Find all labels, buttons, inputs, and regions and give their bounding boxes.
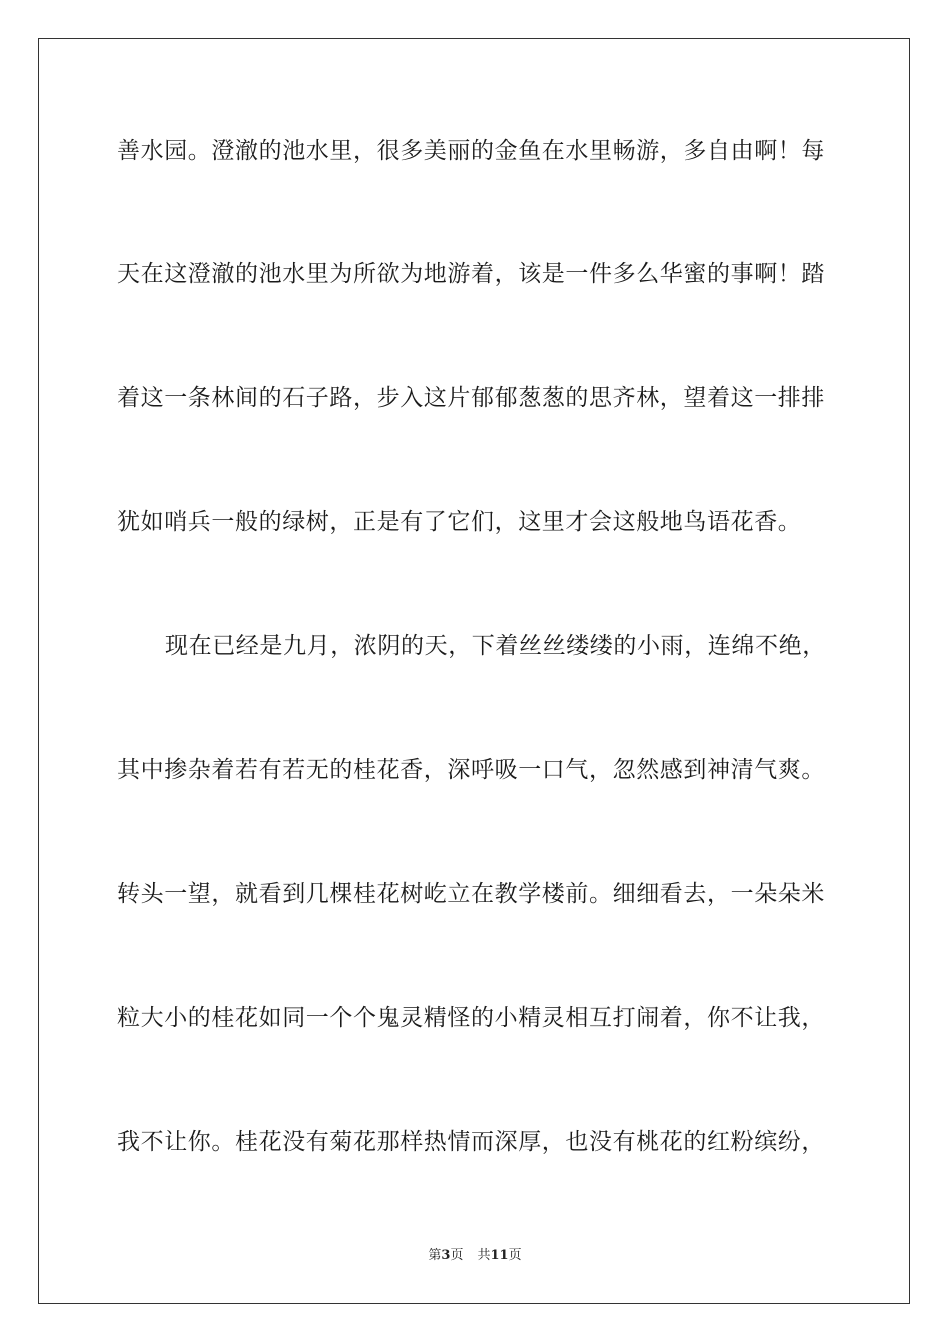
footer-total-pages: 11 <box>490 1248 509 1263</box>
page-footer <box>0 1248 950 1264</box>
page-border <box>38 38 910 1304</box>
text-line: 犹如哨兵一般的绿树，正是有了它们，这里才会这般地鸟语花香。 <box>117 509 802 535</box>
paragraph-first-line: 现在已经是九月，浓阴的天，下着丝丝缕缕的小雨，连绵不绝， <box>165 633 826 659</box>
text-line: 粒大小的桂花如同一个个鬼灵精怪的小精灵相互打闹着，你不让我， <box>117 1005 825 1031</box>
text-line: 天在这澄澈的池水里为所欲为地游着，该是一件多么华蜜的事啊！踏 <box>117 261 825 287</box>
text-line: 善水园。澄澈的池水里，很多美丽的金鱼在水里畅游，多自由啊！每 <box>117 138 825 164</box>
text-line: 着这一条林间的石子路，步入这片郁郁葱葱的思齐林，望着这一排排 <box>117 385 825 411</box>
footer-page-number: 3 <box>441 1248 451 1263</box>
text-line: 我不让你。桂花没有菊花那样热情而深厚，也没有桃花的红粉缤纷， <box>117 1129 825 1155</box>
footer-page-prefix: 第 <box>428 1248 442 1263</box>
footer-total-prefix: 共 <box>477 1248 491 1263</box>
footer-total-suffix: 页 <box>508 1248 522 1263</box>
footer-page-suffix: 页 <box>450 1248 464 1263</box>
text-line: 转头一望，就看到几棵桂花树屹立在教学楼前。细细看去，一朵朵米 <box>117 881 825 907</box>
text-line: 其中掺杂着若有若无的桂花香，深呼吸一口气，忽然感到神清气爽。 <box>117 757 825 783</box>
